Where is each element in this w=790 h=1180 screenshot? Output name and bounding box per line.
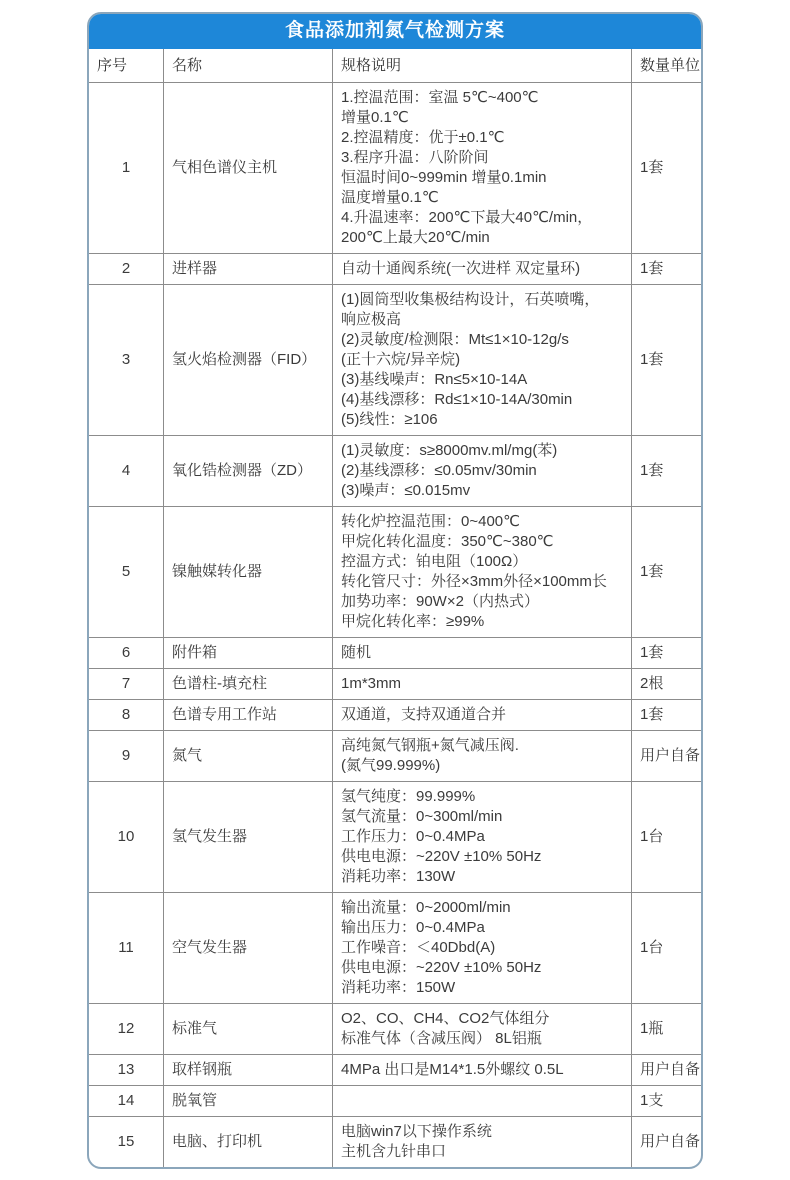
column-header-number: 序号	[89, 49, 164, 83]
spec-line: 自动十通阀系统(一次进样 双定量环)	[341, 260, 581, 277]
spec-line: 电脑win7以下操作系统	[341, 1123, 492, 1140]
table-row	[89, 700, 703, 731]
spec-line: 主机含九针串口	[341, 1143, 447, 1160]
spec-line: 甲烷化转化率：≥99%	[341, 613, 485, 630]
item-quantity-cell: 用户自备	[632, 1055, 704, 1086]
item-quantity-cell: 1套	[632, 436, 704, 507]
spec-line: 供电电源：~220V ±10% 50Hz	[341, 959, 542, 976]
spec-line: 供电电源：~220V ±10% 50Hz	[341, 848, 542, 865]
row-number-cell: 5	[89, 507, 164, 638]
item-name-cell: 取样钢瓶	[164, 1055, 333, 1086]
item-name-cell: 标准气	[164, 1004, 333, 1055]
spec-line: 4.升温速率：200℃下最大40℃/min，	[341, 209, 593, 226]
row-number-cell: 3	[89, 285, 164, 436]
table-row	[89, 638, 703, 669]
spec-line: 200℃上最大20℃/min	[341, 229, 490, 246]
table-row	[89, 83, 703, 254]
item-quantity-cell: 1套	[632, 83, 704, 254]
item-quantity-cell: 1套	[632, 285, 704, 436]
spec-line: 转化炉控温范围：0~400℃	[341, 513, 520, 530]
item-spec-cell	[333, 1004, 632, 1055]
item-spec-cell	[333, 436, 632, 507]
spec-line: 标准气体（含减压阀） 8L铝瓶	[341, 1030, 542, 1047]
spec-line: 氢气纯度：99.999%	[341, 788, 476, 805]
spec-table-head	[89, 49, 703, 83]
item-quantity-cell: 用户自备	[632, 731, 704, 782]
item-name-cell: 电脑、打印机	[164, 1117, 333, 1168]
spec-line: (正十六烷/异辛烷)	[341, 351, 461, 368]
table-row	[89, 893, 703, 1004]
table-row	[89, 1055, 703, 1086]
spec-line: (氮气99.999%)	[341, 757, 441, 774]
item-spec-cell	[333, 285, 632, 436]
spec-line: (1)灵敏度：s≥8000mv.ml/mg(苯)	[341, 442, 558, 459]
spec-line: 工作压力：0~0.4MPa	[341, 828, 485, 845]
item-name-cell: 附件箱	[164, 638, 333, 669]
table-row	[89, 1004, 703, 1055]
spec-table	[89, 49, 703, 1167]
item-spec-cell	[333, 700, 632, 731]
spec-line: 转化管尺寸：外径×3mm外径×100mm长	[341, 573, 607, 590]
page-title: 食品添加剂氮气检测方案	[89, 14, 701, 49]
row-number-cell: 11	[89, 893, 164, 1004]
spec-line: 双通道，支持双通道合并	[341, 706, 507, 723]
row-number-cell: 8	[89, 700, 164, 731]
item-spec-cell	[333, 254, 632, 285]
item-quantity-cell: 1瓶	[632, 1004, 704, 1055]
item-quantity-cell: 1台	[632, 893, 704, 1004]
row-number-cell: 12	[89, 1004, 164, 1055]
spec-line: (5)线性：≥106	[341, 411, 438, 428]
spec-line: 工作噪音：＜40Dbd(A)	[341, 939, 496, 956]
table-row	[89, 507, 703, 638]
row-number-cell: 4	[89, 436, 164, 507]
column-header-spec: 规格说明	[333, 49, 632, 83]
row-number-cell: 15	[89, 1117, 164, 1168]
item-spec-cell	[333, 1086, 632, 1117]
spec-line: 随机	[341, 644, 372, 661]
item-spec-cell	[333, 638, 632, 669]
row-number-cell: 1	[89, 83, 164, 254]
item-spec-cell	[333, 782, 632, 893]
column-header-quantity: 数量单位	[632, 49, 704, 83]
spec-line: (2)基线漂移：≤0.05mv/30min	[341, 462, 537, 479]
item-spec-cell	[333, 1117, 632, 1168]
item-spec-cell	[333, 731, 632, 782]
item-name-cell: 气相色谱仪主机	[164, 83, 333, 254]
item-spec-cell	[333, 1055, 632, 1086]
table-row	[89, 436, 703, 507]
spec-line: 4MPa 出口是M14*1.5外螺纹 0.5L	[341, 1061, 564, 1078]
item-spec-cell	[333, 83, 632, 254]
spec-line: 甲烷化转化温度：350℃~380℃	[341, 533, 554, 550]
spec-line: 氢气流量：0~300ml/min	[341, 808, 503, 825]
row-number-cell: 2	[89, 254, 164, 285]
spec-line: 1.控温范围：室温 5℃~400℃	[341, 89, 539, 106]
item-name-cell: 氢火焰检测器（FID）	[164, 285, 333, 436]
row-number-cell: 14	[89, 1086, 164, 1117]
spec-line: (2)灵敏度/检测限：Mt≤1×10-12g/s	[341, 331, 569, 348]
item-name-cell: 氧化锆检测器（ZD）	[164, 436, 333, 507]
spec-line: 消耗功率：150W	[341, 979, 456, 996]
row-number-cell: 6	[89, 638, 164, 669]
item-spec-cell	[333, 669, 632, 700]
spec-line: 控温方式：铂电阻（100Ω）	[341, 553, 528, 570]
spec-line: (3)基线噪声：Rn≤5×10-14A	[341, 371, 528, 388]
spec-line: (3)噪声：≤0.015mv	[341, 482, 471, 499]
row-number-cell: 9	[89, 731, 164, 782]
spec-line: 温度增量0.1℃	[341, 189, 439, 206]
column-header-name: 名称	[164, 49, 333, 83]
spec-line: 输出压力：0~0.4MPa	[341, 919, 485, 936]
spec-line: (1)圆筒型收集极结构设计，石英喷嘴，	[341, 291, 600, 308]
spec-line: 输出流量：0~2000ml/min	[341, 899, 511, 916]
table-row	[89, 254, 703, 285]
spec-line: 加势功率：90W×2（内热式）	[341, 593, 539, 610]
row-number-cell: 7	[89, 669, 164, 700]
item-quantity-cell: 用户自备	[632, 1117, 704, 1168]
item-quantity-cell: 1套	[632, 507, 704, 638]
item-quantity-cell: 1支	[632, 1086, 704, 1117]
table-row	[89, 669, 703, 700]
item-quantity-cell: 2根	[632, 669, 704, 700]
item-quantity-cell: 1套	[632, 700, 704, 731]
spec-line: O2、CO、CH4、CO2气体组分	[341, 1010, 550, 1027]
table-row	[89, 731, 703, 782]
spec-line: 1m*3mm	[341, 675, 402, 692]
item-name-cell: 空气发生器	[164, 893, 333, 1004]
item-name-cell: 镍触媒转化器	[164, 507, 333, 638]
item-quantity-cell: 1套	[632, 254, 704, 285]
item-spec-cell	[333, 507, 632, 638]
spec-line: 高纯氮气钢瓶+氮气减压阀.	[341, 737, 519, 754]
item-quantity-cell: 1台	[632, 782, 704, 893]
row-number-cell: 13	[89, 1055, 164, 1086]
item-name-cell: 氢气发生器	[164, 782, 333, 893]
spec-line: 3.程序升温：八阶阶间	[341, 149, 489, 166]
item-name-cell: 氮气	[164, 731, 333, 782]
spec-table-body	[89, 83, 703, 1168]
spec-line: 恒温时间0~999min 增量0.1min	[341, 169, 547, 186]
item-name-cell: 脱氧管	[164, 1086, 333, 1117]
item-quantity-cell: 1套	[632, 638, 704, 669]
spec-line: (4)基线漂移：Rd≤1×10-14A/30min	[341, 391, 573, 408]
item-name-cell: 色谱专用工作站	[164, 700, 333, 731]
item-name-cell: 进样器	[164, 254, 333, 285]
spec-line: 增量0.1℃	[341, 109, 409, 126]
spec-line: 响应极高	[341, 311, 402, 328]
table-row	[89, 285, 703, 436]
row-number-cell: 10	[89, 782, 164, 893]
spec-card	[87, 12, 703, 1169]
header-row	[89, 49, 703, 83]
spec-line: 消耗功率：130W	[341, 868, 456, 885]
spec-line: 2.控温精度：优于±0.1℃	[341, 129, 505, 146]
table-row	[89, 782, 703, 893]
item-name-cell: 色谱柱-填充柱	[164, 669, 333, 700]
table-row	[89, 1086, 703, 1117]
table-row	[89, 1117, 703, 1168]
item-spec-cell	[333, 893, 632, 1004]
